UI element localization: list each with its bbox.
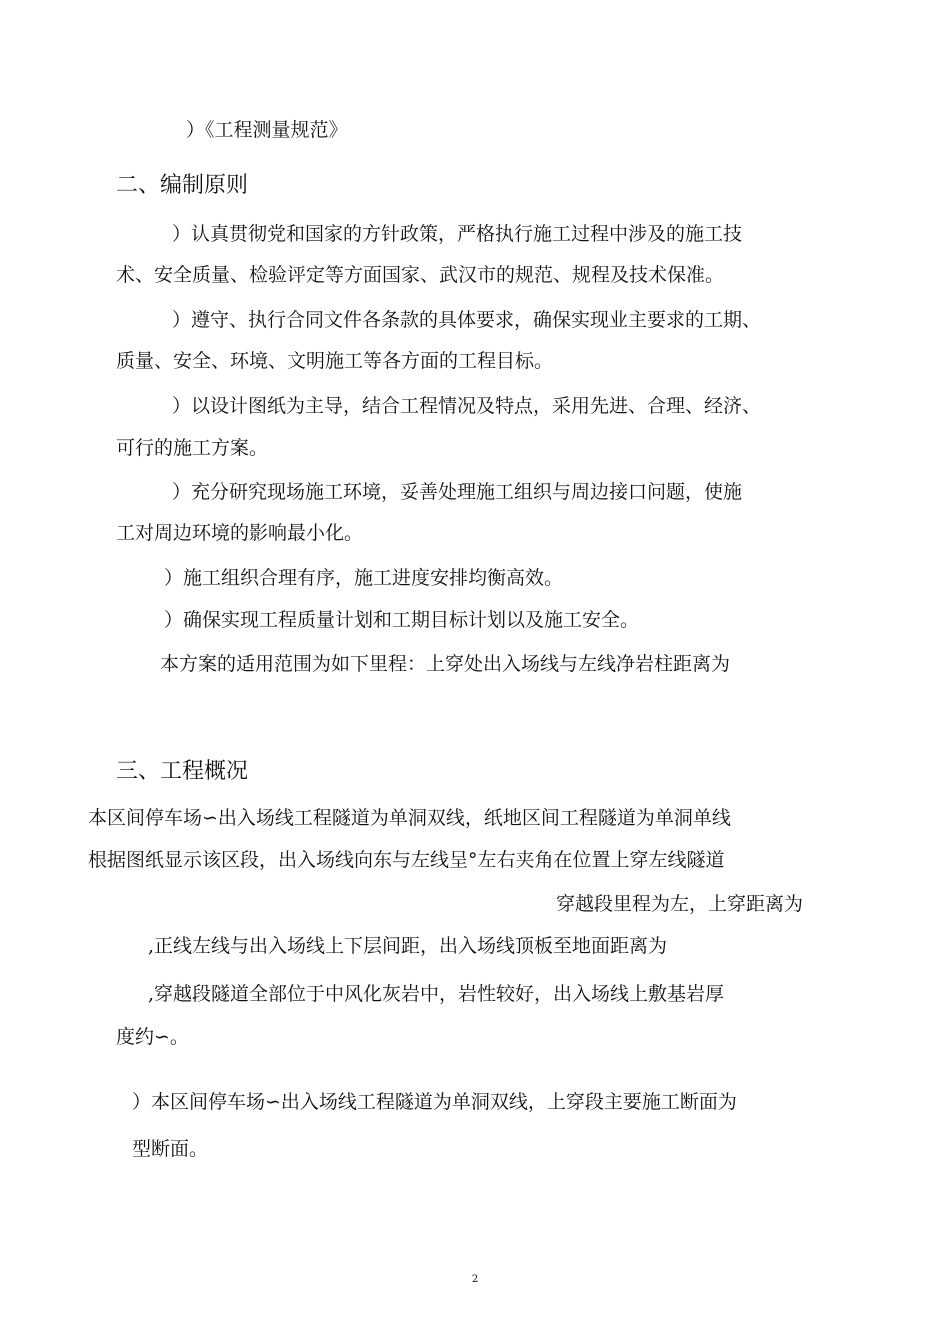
principle-1-line-2: 术、安全质量、检验评定等方面国家、武汉市的规范、规程及技术保准。 [116,264,725,286]
overview-para1-line6: 度约∽。 [116,1026,189,1048]
section-heading-overview: 三、工程概况 [116,759,249,784]
principle-1-line-1: ）认真贯彻党和国家的方针政策，严格执行施工过程中涉及的施工技 [172,223,743,245]
principle-4-line-1: ）充分研究现场施工环境，妥善处理施工组织与周边接口问题，使施 [172,481,743,503]
page-number: 2 [471,1274,479,1285]
section-heading-principles: 二、编制原则 [116,173,249,198]
overview-para1-line4: ,正线左线与出入场线上下层间距，出入场线顶板至地面距离为 [148,935,668,957]
principle-5: ）施工组织合理有序，施工进度安排均衡高效。 [164,567,564,589]
principle-3-line-1: ）以设计图纸为主导，结合工程情况及特点，采用先进、合理、经济、 [172,395,762,417]
scope-statement: 本方案的适用范围为如下里程：上穿处出入场线与左线净岩柱距离为 [160,653,731,675]
principle-6: ）确保实现工程质量计划和工期目标计划以及施工安全。 [164,609,640,631]
principle-2-line-1: ）遵守、执行合同文件各条款的具体要求，确保实现业主要求的工期、 [172,309,762,331]
principle-3-line-2: 可行的施工方案。 [116,437,269,459]
overview-para2-line2: 型断面。 [132,1138,209,1160]
overview-para1-line2: 根据图纸显示该区段，出入场线向东与左线呈°左右夹角在位置上穿左线隧道 [88,849,725,871]
principle-2-line-2: 质量、安全、环境、文明施工等各方面的工程目标。 [116,350,554,372]
overview-para2-line1: ）本区间停车场∽出入场线工程隧道为单洞双线，上穿段主要施工断面为 [132,1091,737,1113]
overview-para1-line1: 本区间停车场∽出入场线工程隧道为单洞双线，纸地区间工程隧道为单洞单线 [88,807,731,829]
overview-para1-line5: ,穿越段隧道全部位于中风化灰岩中，岩性较好，出入场线上敷基岩厚 [148,983,725,1005]
reference-item: ）《工程测量规范》 [186,119,348,141]
principle-4-line-2: 工对周边环境的影响最小化。 [116,522,364,544]
overview-para1-line3: 穿越段里程为左，上穿距离为 [556,893,804,915]
